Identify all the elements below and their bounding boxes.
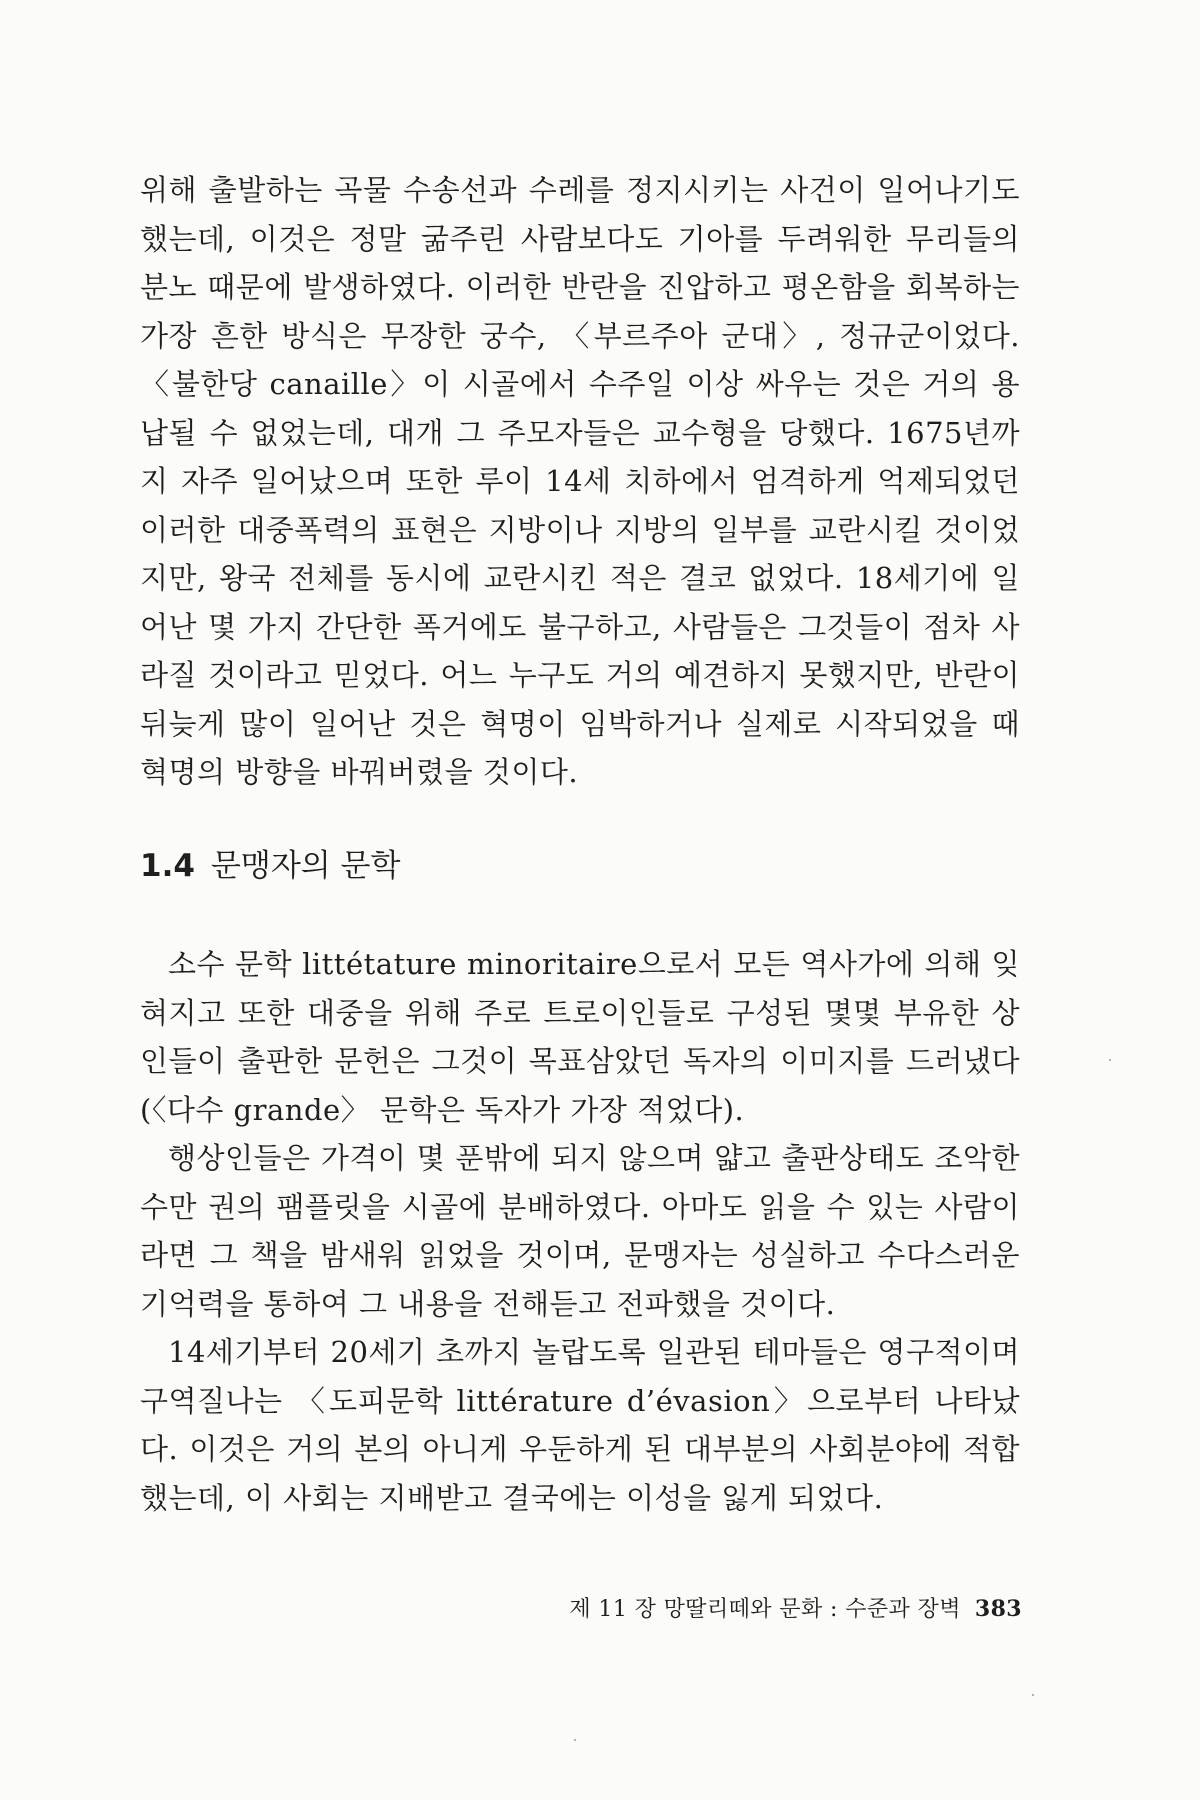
page-footer xyxy=(569,1594,1022,1625)
section-title: 문맹자의 문학 xyxy=(210,848,401,884)
body-text-section-1 xyxy=(140,166,1020,797)
scan-speck xyxy=(1109,1059,1111,1061)
page-number: 383 xyxy=(974,1596,1022,1622)
scan-speck xyxy=(1032,1694,1034,1696)
section-heading xyxy=(140,846,400,886)
paragraph: 14세기부터 20세기 초까지 놀랍도록 일관된 테마들은 영구적이며 구역질나는 〈도피문학 littérature d’évasion〉으로부터 나타났다. 이것은 거의 본의 아니게 우둔하게 된 대부분의 사회분야에 적합했는데, 이 사회는 지배받고 결국에는 이성을 잃게 되었다. xyxy=(140,1335,1020,1515)
section-number: 1.4 xyxy=(140,848,195,884)
paragraph: 위해 출발하는 곡물 수송선과 수레를 정지시키는 사건이 일어나기도 했는데, 이것은 정말 굶주린 사람보다도 기아를 두려워한 무리들의 분노 때문에 발생하였다. 이러한 반란을 진압하고 평온함을 회복하는 가장 흔한 방식은 무장한 궁수, 〈부르주아 군대〉, 정규군이었다. 〈불한당 canaille〉이 시골에서 수주일 이상 싸우는 것은 거의 용납될 수 없었는데, 대개 그 주모자들은 교수형을 당했다. 1675년까지 자주 일어났으며 또한 루이 14세 치하에서 엄격하게 억제되었던 이러한 대중폭력의 표현은 지방이나 지방의 일부를 교란시킬 것이었지만, 왕국 전체를 동시에 교란시킨 적은 결코 없었다. 18세기에 일어난 몇 가지 간단한 폭거에도 불구하고, 사람들은 그것들이 점차 사라질 것이라고 믿었다. 어느 누구도 거의 예견하지 못했지만, 반란이 뒤늦게 많이 일어난 것은 혁명이 임박하거나 실제로 시작되었을 때 혁명의 방향을 바꿔버렸을 것이다. xyxy=(140,173,1020,789)
scan-speck xyxy=(574,1739,576,1741)
paragraph: 소수 문학 littétature minoritaire으로서 모든 역사가에 의해 잊혀지고 또한 대중을 위해 주로 트로이인들로 구성된 몇몇 부유한 상인들이 출판한 문헌은 그것이 목표삼았던 독자의 이미지를 드러냈다(〈다수 grande〉 문학은 독자가 가장 적었다). xyxy=(140,947,1020,1127)
running-head: 제 11 장 망딸리떼와 문화 : 수준과 장벽 xyxy=(569,1597,961,1622)
paragraph: 행상인들은 가격이 몇 푼밖에 되지 않으며 얇고 출판상태도 조악한 수만 권의 팸플릿을 시골에 분배하였다. 아마도 읽을 수 있는 사람이라면 그 책을 밤새워 읽었을 것이며, 문맹자는 성실하고 수다스러운 기억력을 통하여 그 내용을 전해듣고 전파했을 것이다. xyxy=(140,1141,1020,1321)
body-text-section-2 xyxy=(140,940,1020,1522)
